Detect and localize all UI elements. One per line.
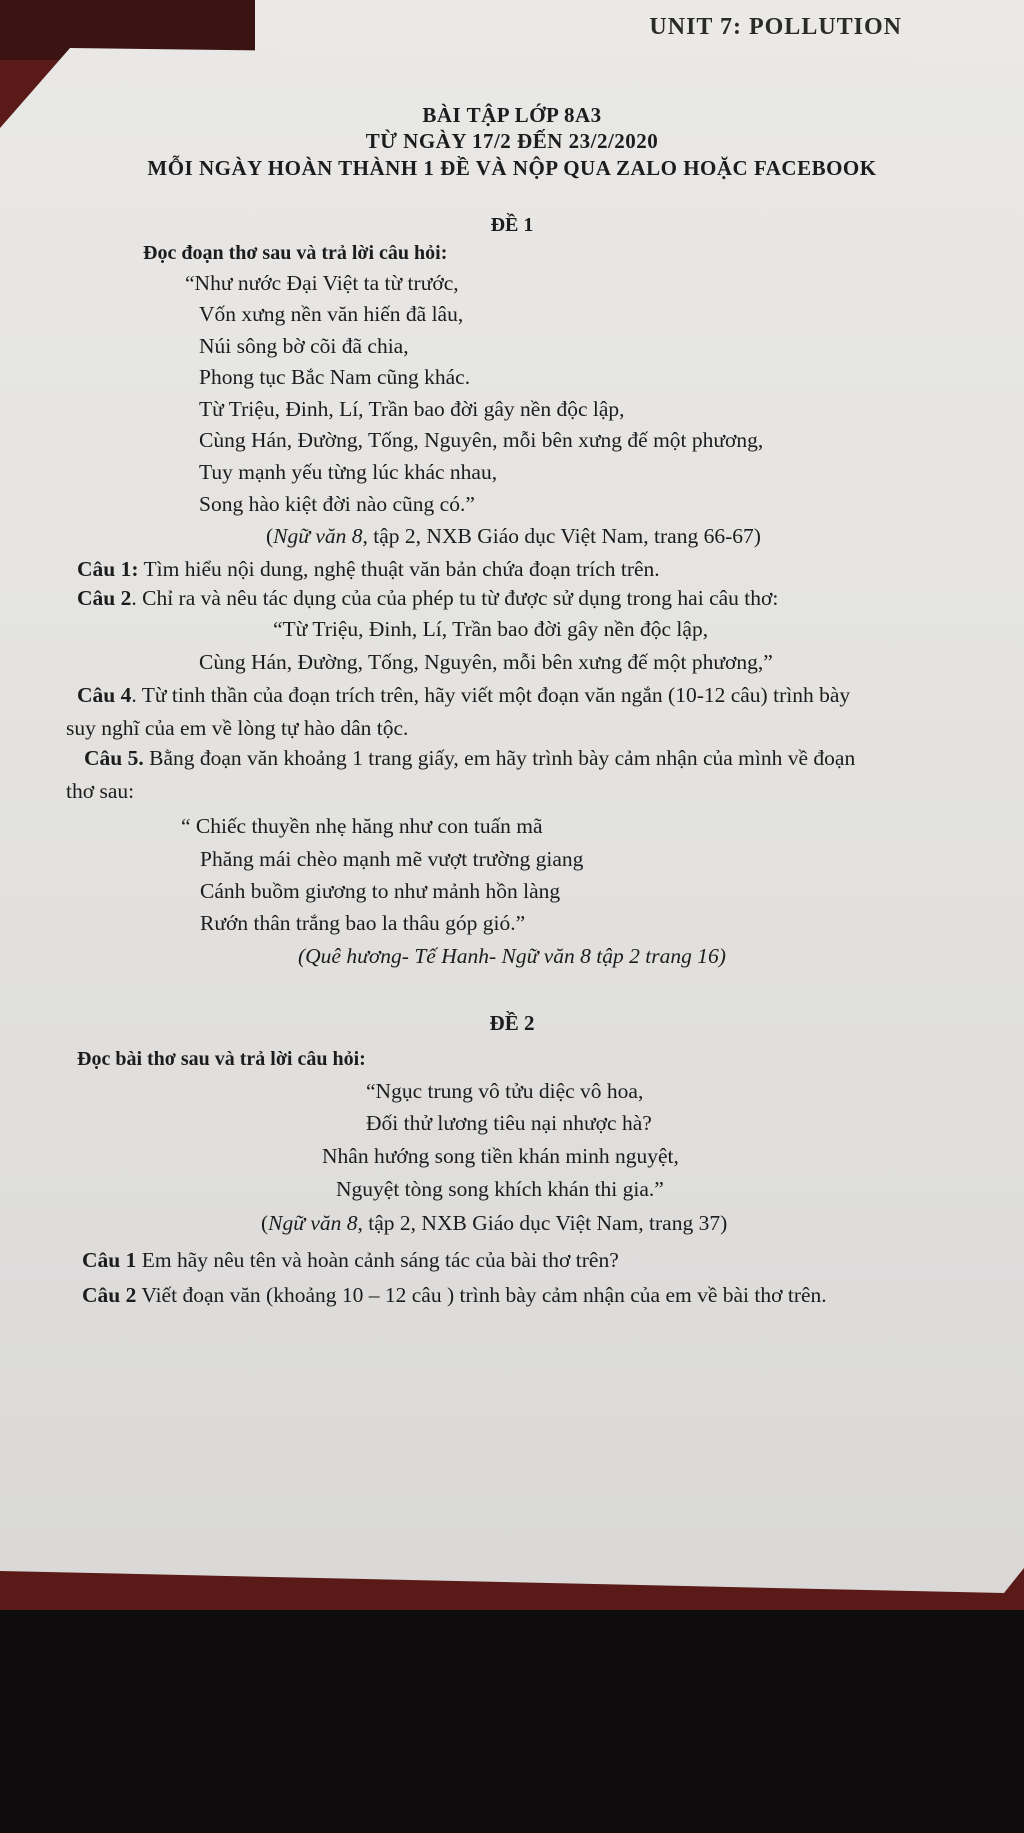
de1-q5-source: (Quê hương- Tế Hanh- Ngữ văn 8 tập 2 trang 16) bbox=[298, 944, 726, 968]
de1-poem-line: “Như nước Đại Việt ta từ trước, bbox=[185, 271, 459, 295]
de1-poem-line: Cùng Hán, Đường, Tống, Nguyên, mỗi bên xưng đế một phương, bbox=[199, 428, 764, 452]
source-title: Ngữ văn 8 bbox=[273, 524, 363, 548]
de2-poem-line: “Ngục trung vô tửu diệc vô hoa, bbox=[366, 1079, 644, 1103]
de1-source bbox=[266, 523, 761, 549]
de2-poem-line: Đối thử lương tiêu nại nhược hà? bbox=[366, 1111, 652, 1135]
de1-question-1 bbox=[77, 556, 660, 582]
de1-question-2 bbox=[77, 585, 778, 611]
de1-question-5 bbox=[84, 745, 855, 771]
de1-poem-line: Từ Triệu, Đinh, Lí, Trần bao đời gây nền độc lập, bbox=[199, 397, 625, 421]
question-label: Câu 2 bbox=[77, 586, 132, 610]
source-open: ( bbox=[261, 1211, 269, 1235]
question-text: . Chỉ ra và nêu tác dụng của của phép tu từ được sử dụng trong hai câu thơ: bbox=[131, 586, 779, 610]
question-label: Câu 1: bbox=[77, 557, 139, 581]
de1-question-4 bbox=[77, 682, 850, 708]
de1-poem-line: Tuy mạnh yếu từng lúc khác nhau, bbox=[199, 460, 498, 484]
de1-q2-quote-line: Cùng Hán, Đường, Tống, Nguyên, mỗi bên xưng đế một phương,” bbox=[199, 650, 773, 674]
de1-instruction: Đọc đoạn thơ sau và trả lời câu hỏi: bbox=[143, 242, 448, 264]
source-rest: , tập 2, NXB Giáo dục Việt Nam, trang 37) bbox=[357, 1211, 728, 1235]
de2-source bbox=[261, 1210, 727, 1236]
question-label: Câu 1 bbox=[82, 1248, 137, 1272]
de1-poem-line: Song hào kiệt đời nào cũng có.” bbox=[199, 492, 475, 516]
header-line-3: MỖI NGÀY HOÀN THÀNH 1 ĐỀ VÀ NỘP QUA ZALO HOẶC FACEBOOK bbox=[147, 156, 877, 180]
de1-q5-poem-line: “ Chiếc thuyền nhẹ hăng như con tuấn mã bbox=[181, 814, 543, 838]
source-rest: , tập 2, NXB Giáo dục Việt Nam, trang 66-67) bbox=[362, 524, 761, 548]
back-sheet-header: UNIT 7: POLLUTION bbox=[649, 14, 902, 40]
de2-poem-line: Nguyệt tòng song khích khán thi gia.” bbox=[336, 1177, 664, 1201]
question-label: Câu 2 bbox=[82, 1283, 137, 1307]
de1-title: ĐỀ 1 bbox=[490, 214, 534, 236]
de2-poem-line: Nhân hướng song tiền khán minh nguyệt, bbox=[322, 1144, 679, 1168]
de2-title: ĐỀ 2 bbox=[489, 1011, 535, 1035]
de1-poem-line: Phong tục Bắc Nam cũng khác. bbox=[199, 365, 471, 389]
question-text: . Từ tinh thần của đoạn trích trên, hãy viết một đoạn văn ngắn (10-12 câu) trình bày bbox=[131, 683, 851, 707]
de1-q5-poem-line: Phăng mái chèo mạnh mẽ vượt trường giang bbox=[200, 847, 584, 871]
source-title: Ngữ văn 8 bbox=[268, 1211, 358, 1235]
de2-question-2 bbox=[82, 1282, 827, 1308]
de2-instruction: Đọc bài thơ sau và trả lời câu hỏi: bbox=[77, 1048, 366, 1070]
question-text: Viết đoạn văn (khoảng 10 – 12 câu ) trình bày cảm nhận của em về bài thơ trên. bbox=[136, 1283, 827, 1307]
header-line-2: TỪ NGÀY 17/2 ĐẾN 23/2/2020 bbox=[365, 129, 659, 153]
worksheet-page bbox=[0, 48, 1024, 1633]
question-label: Câu 4 bbox=[77, 683, 132, 707]
question-text: Tìm hiểu nội dung, nghệ thuật văn bản chứa đoạn trích trên. bbox=[138, 557, 660, 581]
header-line-1: BÀI TẬP LỚP 8A3 bbox=[422, 103, 602, 127]
question-label: Câu 5. bbox=[84, 746, 144, 770]
de1-q5-poem-line: Rướn thân trắng bao la thâu góp gió.” bbox=[200, 911, 526, 935]
question-text: Em hãy nêu tên và hoàn cảnh sáng tác của bài thơ trên? bbox=[136, 1248, 619, 1272]
de1-poem-line: Vốn xưng nền văn hiến đã lâu, bbox=[199, 302, 464, 326]
de1-q5-poem-line: Cánh buồm giương to như mảnh hồn làng bbox=[200, 879, 561, 903]
de1-question-5-cont: thơ sau: bbox=[66, 779, 135, 803]
de2-question-1 bbox=[82, 1247, 619, 1273]
de1-question-4-cont: suy nghĩ của em về lòng tự hào dân tộc. bbox=[66, 716, 409, 740]
table-surface bbox=[0, 1610, 1024, 1833]
question-text: Bằng đoạn văn khoảng 1 trang giấy, em hãy trình bày cảm nhận của mình về đoạn bbox=[143, 746, 856, 770]
source-open: ( bbox=[266, 524, 274, 548]
de1-poem-line: Núi sông bờ cõi đã chia, bbox=[199, 334, 409, 358]
de1-q2-quote-line: “Từ Triệu, Đinh, Lí, Trần bao đời gây nền độc lập, bbox=[273, 617, 709, 641]
